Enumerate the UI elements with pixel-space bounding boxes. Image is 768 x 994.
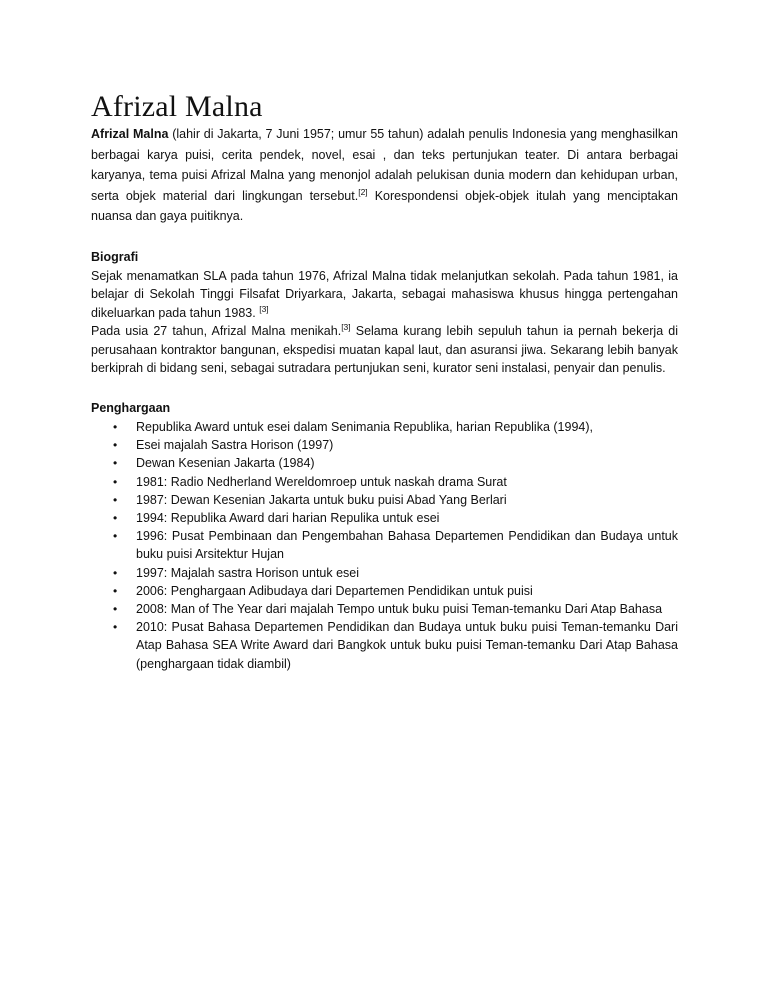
biografi-paragraph-2	[91, 322, 678, 378]
award-text: Republika Award untuk esei dalam Senimania Republika, harian Republika (1994),	[136, 419, 593, 434]
bullet: •	[113, 492, 118, 507]
bullet: •	[113, 529, 118, 544]
biografi-paragraph-1	[91, 267, 678, 323]
list-item	[91, 509, 678, 527]
award-text: 1997: Majalah sastra Horison untuk esei	[136, 565, 360, 580]
list-item	[91, 564, 678, 582]
list-item	[91, 436, 678, 454]
list-item	[91, 491, 678, 509]
list-item	[91, 582, 678, 600]
award-text: Esei majalah Sastra Horison (1997)	[136, 438, 334, 453]
bullet: •	[113, 419, 118, 434]
bullet: •	[113, 474, 118, 489]
bullet: •	[113, 620, 118, 635]
award-text: 1981: Radio Nedherland Wereldomroep untuk naskah drama Surat	[136, 474, 507, 489]
bullet: •	[113, 456, 118, 471]
list-item	[91, 454, 678, 472]
award-text: Dewan Kesenian Jakarta (1984)	[136, 456, 315, 471]
list-item	[91, 473, 678, 491]
biografi-text-2a: Pada usia 27 tahun, Afrizal Malna menikah.	[91, 324, 342, 339]
award-text: 2010: Pusat Bahasa Departemen Pendidikan dan Budaya untuk buku puisi Teman-temanku Dari Atap Bahasa SEA Write Award dari Bangkok untuk buku puisi Teman-temanku Dari Atap Bahasa (penghargaan tidak diambil)	[136, 620, 678, 671]
bullet: •	[113, 602, 118, 616]
award-text: 2008: Man of The Year dari majalah Tempo untuk buku puisi Teman-temanku Dari Atap Bahasa	[136, 602, 663, 616]
citation-3a[interactable]: [3]	[259, 303, 269, 314]
document-content	[91, 90, 678, 673]
award-text: 1996: Pusat Pembinaan dan Pengembahan Bahasa Departemen Pendidikan dan Budaya untuk buku puisi Arsitektur Hujan	[136, 529, 678, 562]
biografi-text-2b: Selama kurang lebih sepuluh tahun ia pernah bekerja di perusahaan kontraktor bangunan, ekspedisi muatan kapal laut, dan asuransi jiwa. Sekarang lebih banyak berkiprah di bidang seni, sebagai sutradara pertunjukan seni, kurator seni instalasi, penyair dan penulis.	[91, 324, 678, 376]
award-text: 1994: Republika Award dari harian Repulika untuk esei	[136, 510, 440, 525]
page-title: Afrizal Malna	[91, 90, 263, 123]
bullet: •	[113, 565, 118, 580]
bullet: •	[113, 438, 118, 453]
citation-3b[interactable]: [3]	[341, 322, 351, 333]
intro-name: Afrizal Malna	[91, 127, 169, 141]
list-item	[91, 527, 678, 563]
citation-2[interactable]: [2]	[358, 186, 368, 197]
award-text: 2006: Penghargaan Adibudaya dari Departemen Pendidikan untuk puisi	[136, 583, 533, 598]
bullet: •	[113, 583, 118, 598]
award-text: 1987: Dewan Kesenian Jakarta untuk buku puisi Abad Yang Berlari	[136, 492, 507, 507]
awards-list	[91, 418, 678, 673]
penghargaan-heading: Penghargaan	[91, 400, 171, 415]
list-item	[91, 618, 678, 673]
intro-text-2: Korespondensi objek-objek itulah yang menciptakan nuansa dan gaya puitiknya.	[91, 188, 678, 224]
list-item	[91, 418, 678, 436]
intro-paragraph	[91, 124, 678, 227]
list-item	[91, 600, 678, 618]
intro-text-1: (lahir di Jakarta, 7 Juni 1957; umur 55 tahun) adalah penulis Indonesia yang menghasilkan berbagai karya puisi, cerita pendek, novel, esai , dan teks pertunjukan teater. Di antara berbagai karyanya, tema puisi Afrizal Malna yang menonjol adalah pelukisan dunia modern dan kehidupan urban, serta objek material dari lingkungan tersebut.	[91, 127, 678, 203]
biografi-heading: Biografi	[91, 249, 139, 264]
bullet: •	[113, 510, 118, 525]
biografi-text-1: Sejak menamatkan SLA pada tahun 1976, Afrizal Malna tidak melanjutkan sekolah. Pada tahun 1981, ia belajar di Sekolah Tinggi Filsafat Driyarkara, Jakarta, sebagai mahasiswa khusus hingga pertengahan dikeluarkan pada tahun 1983.	[91, 268, 678, 320]
